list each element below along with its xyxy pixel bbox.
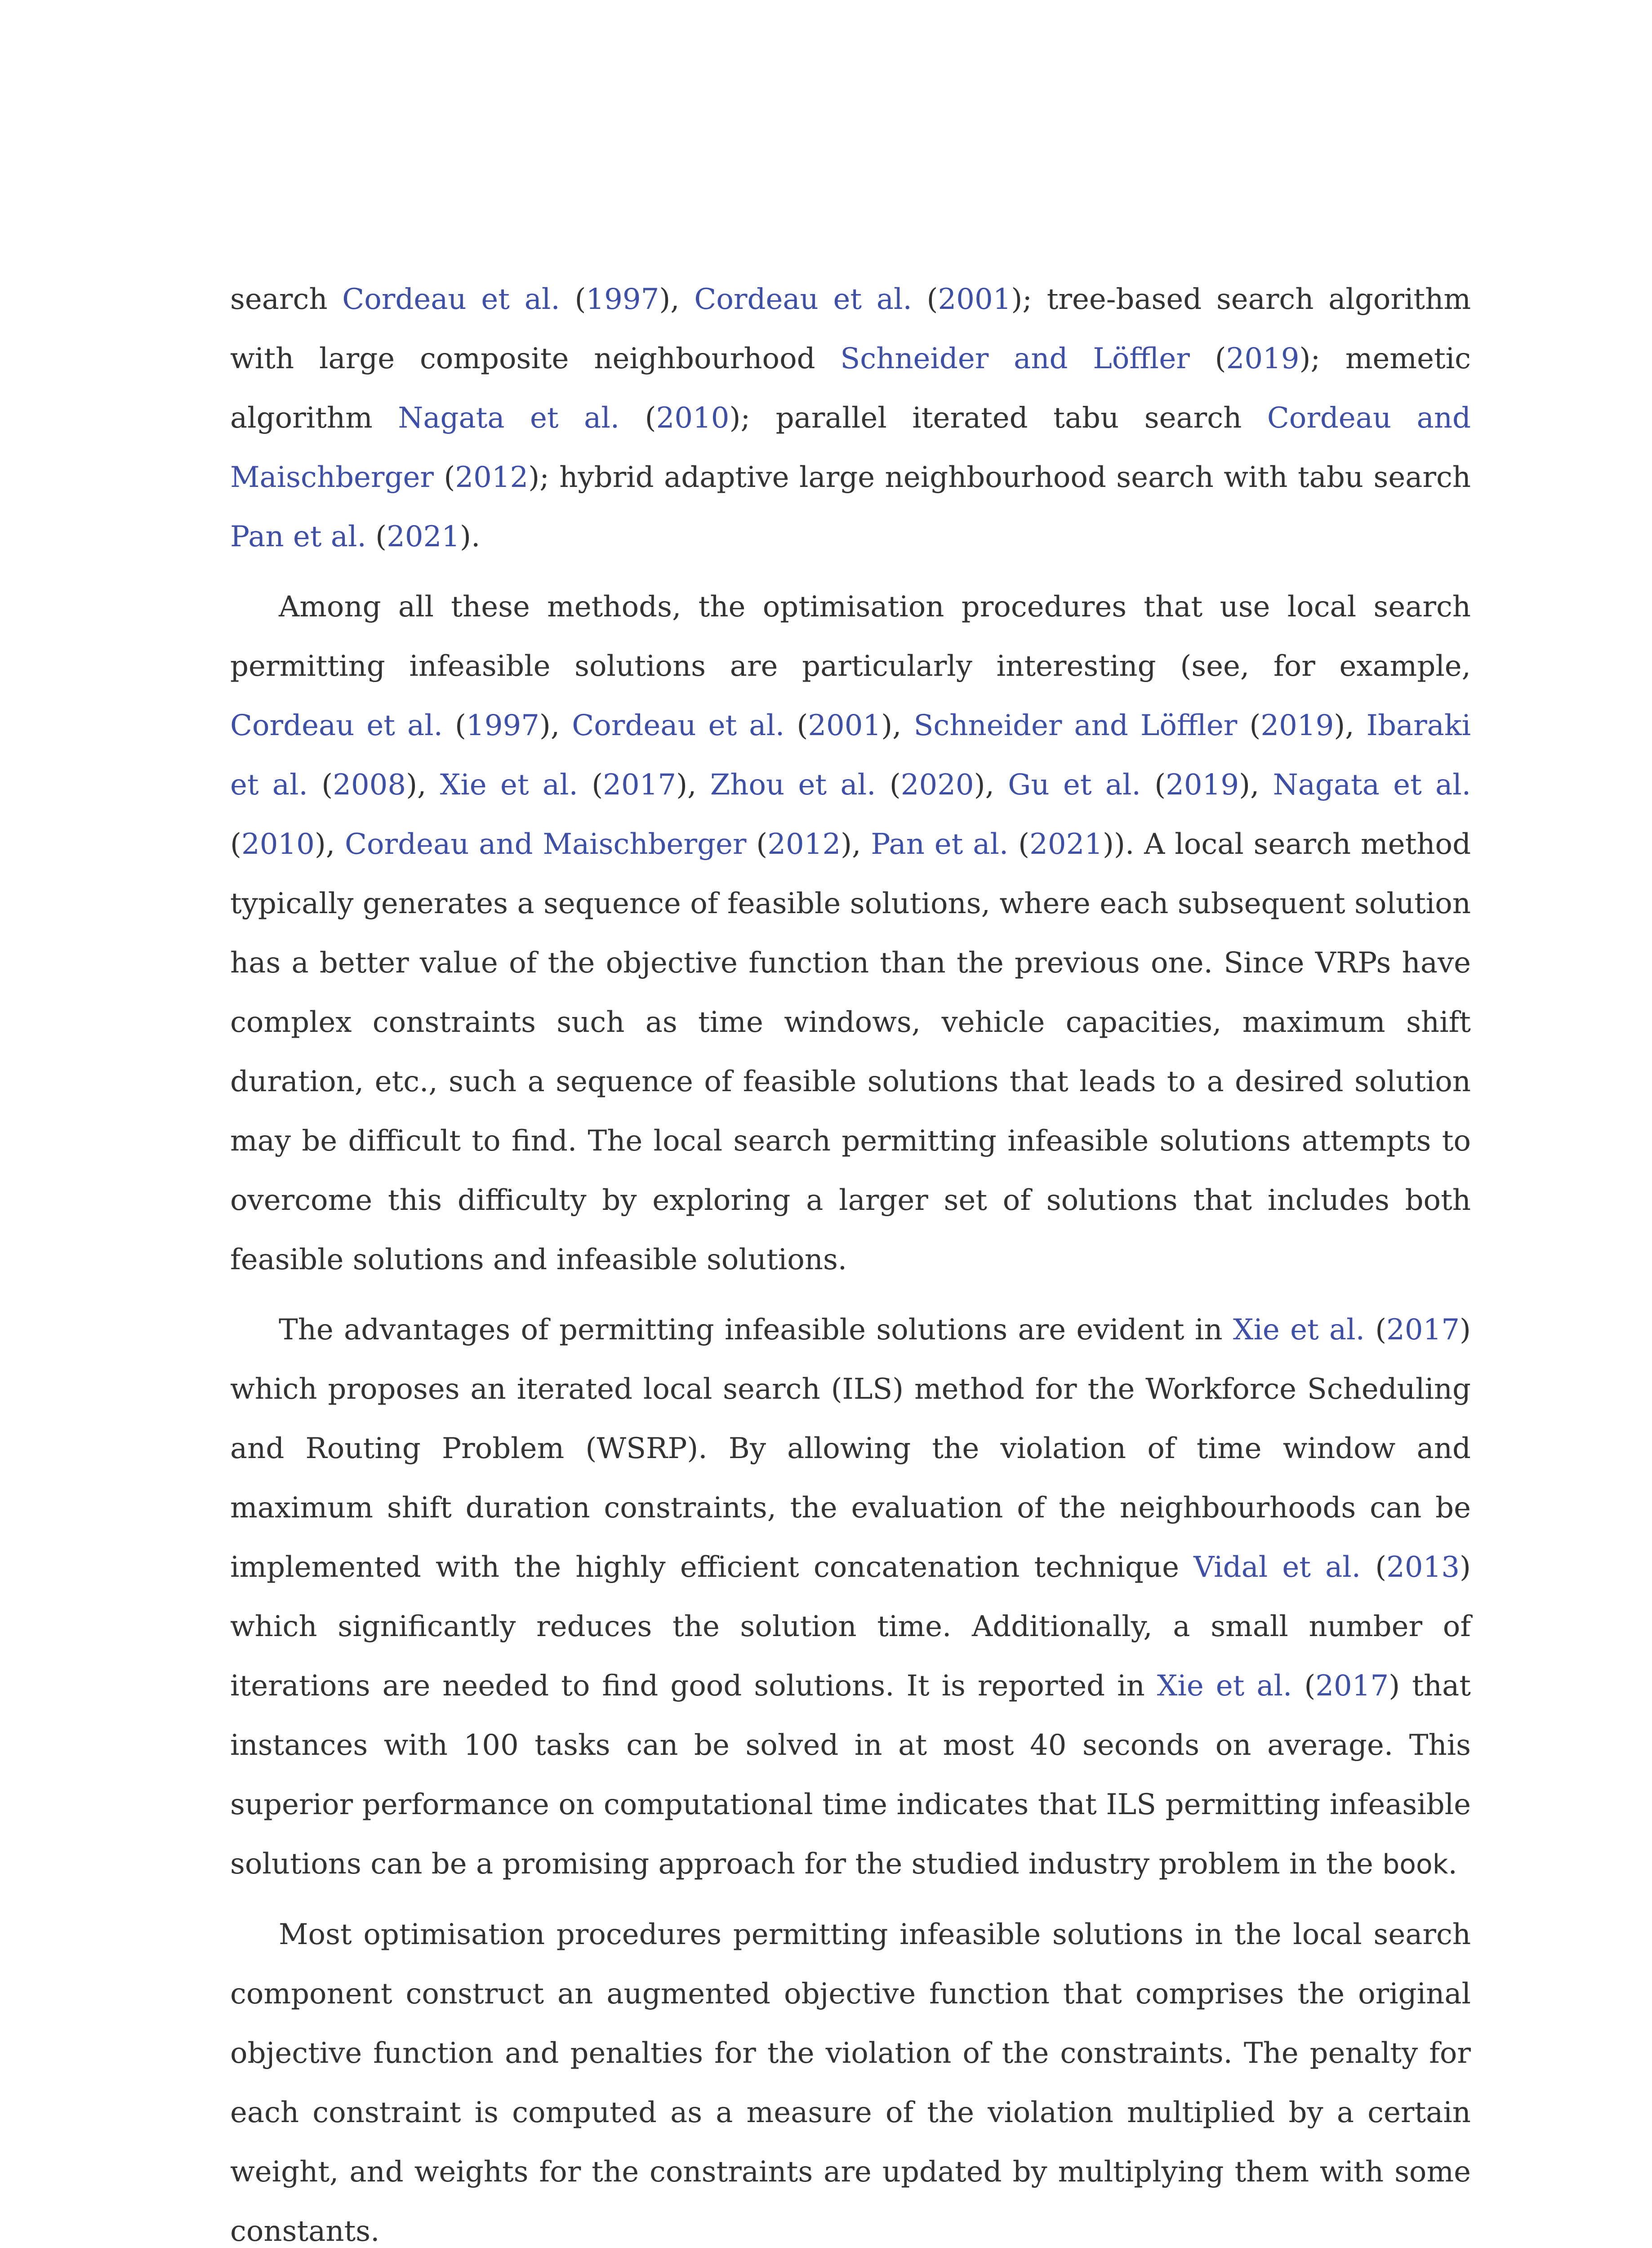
text-run: ( — [1292, 1669, 1316, 1703]
citation-link[interactable]: 1997 — [466, 709, 539, 742]
text-run: ( — [1140, 768, 1166, 802]
citation-link[interactable]: 2019 — [1226, 342, 1300, 375]
citation-link[interactable]: 2017 — [1386, 1313, 1460, 1347]
citation-link[interactable]: 2019 — [1166, 768, 1239, 802]
paragraph-3 — [230, 1300, 1471, 1894]
citation-link[interactable]: Xie et al. — [1157, 1669, 1292, 1703]
text-run: ( — [912, 283, 938, 316]
citation-link[interactable]: Cordeau and Maischberger — [230, 401, 1471, 494]
citation-link[interactable]: 2019 — [1260, 709, 1334, 742]
citation-link[interactable]: Xie et al. — [440, 768, 578, 802]
citation-link[interactable]: Cordeau et al. — [694, 283, 912, 316]
text-run: Most optimisation procedures permitting infeasible solutions in the local search component construct an augmented objective function that comprises the original objective function and penalties for the violation of the constraints. The penalty for each constraint is computed as a measure of the violation multiplied by a certain weight, and weights for the constraints are updated by multiplying them with some constants. — [230, 1918, 1471, 2248]
citation-link[interactable]: 2012 — [455, 461, 529, 494]
text-run: ), — [539, 709, 572, 742]
citation-link[interactable]: Nagata et al. — [398, 401, 620, 435]
citation-link[interactable]: Zhou et al. — [710, 768, 876, 802]
citation-link[interactable]: Cordeau et al. — [572, 709, 785, 742]
text-run: ( — [230, 828, 241, 861]
text-run: ( — [876, 768, 901, 802]
text-run: ( — [619, 401, 656, 435]
citation-link[interactable]: Pan et al. — [230, 520, 366, 553]
text-run: . — [1448, 1847, 1457, 1881]
text-run: ); hybrid adaptive large neighbourhood search with tabu search — [528, 461, 1471, 494]
citation-link[interactable]: 2012 — [767, 828, 841, 861]
text-run: ( — [1008, 828, 1030, 861]
citation-link[interactable]: Xie et al. — [1233, 1313, 1365, 1347]
citation-link[interactable]: 2013 — [1386, 1551, 1460, 1584]
citation-link[interactable]: Gu et al. — [1008, 768, 1141, 802]
citation-link[interactable]: 2010 — [656, 401, 730, 435]
text-run: ) which significantly reduces the solution time. Additionally, a small number of iterations are needed to find good solutions. It is reported in — [230, 1551, 1471, 1703]
text-run: ). — [460, 520, 481, 553]
citation-link[interactable]: Schneider and Löffler — [840, 342, 1190, 375]
citation-link[interactable]: 2010 — [241, 828, 315, 861]
text-run: ), — [974, 768, 1008, 802]
citation-link[interactable]: 2021 — [1029, 828, 1103, 861]
text-run: ), — [841, 828, 871, 861]
text-run: ), — [659, 283, 695, 316]
text-run: ), — [1334, 709, 1367, 742]
text-run: ( — [307, 768, 333, 802]
citation-link[interactable]: Nagata et al. — [1273, 768, 1471, 802]
text-run: ); memetic algorithm — [230, 342, 1471, 435]
text-run: ( — [784, 709, 808, 742]
citation-link[interactable]: Pan et al. — [871, 828, 1009, 861]
text-run: ( — [1189, 342, 1226, 375]
citation-link[interactable]: Cordeau et al. — [230, 709, 443, 742]
text-run: ) that instances with 100 tasks can be solved in at most 40 seconds on average. This superior performance on computational time indicates that ILS permitting infeasible solutions can be a promising approach for the studied industry problem in the — [230, 1669, 1471, 1881]
citation-link[interactable]: 2008 — [333, 768, 406, 802]
text-run: ) which proposes an iterated local search (ILS) method for the Workforce Scheduling and Routing Problem (WSRP). By allowing the violation of time window and maximum shift duration constraints, the evaluation of the neighbourhoods can be implemented with the highly efficient concatenation technique — [230, 1313, 1471, 1584]
paragraph-4 — [230, 1905, 1471, 2248]
citation-link[interactable]: Ibaraki et al. — [230, 709, 1471, 802]
citation-link[interactable]: 2021 — [387, 520, 460, 553]
text-run: ( — [578, 768, 603, 802]
text-run: ), — [406, 768, 440, 802]
text-run: ( — [433, 461, 455, 494]
citation-link[interactable]: 1997 — [586, 283, 659, 316]
body-text — [230, 270, 1471, 2248]
text-run: ( — [560, 283, 586, 316]
citation-link[interactable]: 2020 — [900, 768, 974, 802]
text-run: ); parallel iterated tabu search — [729, 401, 1267, 435]
text-run: ); tree-based search algorithm with large composite neighbourhood — [230, 283, 1471, 375]
text-run: ( — [1364, 1313, 1387, 1347]
text-run: )). A local search method typically generates a sequence of feasible solutions, where each subsequent solution has a better value of the objective function than the previous one. Since VRPs have complex constraints such as time windows, vehicle capacities, maximum shift duration, etc., such a sequence of feasible solutions that leads to a desired solution may be difficult to find. The local search permitting infeasible solutions attempts to overcome this difficulty by exploring a larger set of solutions that includes both feasible solutions and infeasible solutions. — [230, 828, 1471, 1276]
citation-link[interactable]: Schneider and Löffler — [913, 709, 1238, 742]
citation-link[interactable]: Cordeau et al. — [342, 283, 560, 316]
text-run: ), — [314, 828, 345, 861]
citation-link[interactable]: 2001 — [938, 283, 1011, 316]
text-run: ( — [1237, 709, 1261, 742]
text-run: search — [230, 283, 343, 316]
text-run: ), — [1239, 768, 1273, 802]
text-run: ( — [443, 709, 467, 742]
text-run: ), — [881, 709, 914, 742]
paragraph-2 — [230, 577, 1471, 1289]
text-run: ( — [746, 828, 768, 861]
citation-link[interactable]: 2017 — [603, 768, 677, 802]
paragraph-1 — [230, 270, 1471, 566]
citation-link[interactable]: 2001 — [808, 709, 882, 742]
text-run: ( — [366, 520, 387, 553]
citation-link[interactable]: 2017 — [1315, 1669, 1389, 1703]
inline-term: book — [1382, 1849, 1448, 1880]
text-run: The advantages of permitting infeasible solutions are evident in — [279, 1313, 1233, 1347]
text-run: ), — [676, 768, 710, 802]
text-run: Among all these methods, the optimisation procedures that use local search permitting infeasible solutions are particularly interesting (see, for example, — [230, 590, 1471, 683]
citation-link[interactable]: Vidal et al. — [1193, 1551, 1361, 1584]
text-run: ( — [1361, 1551, 1387, 1584]
citation-link[interactable]: Cordeau and Maischberger — [345, 828, 747, 861]
